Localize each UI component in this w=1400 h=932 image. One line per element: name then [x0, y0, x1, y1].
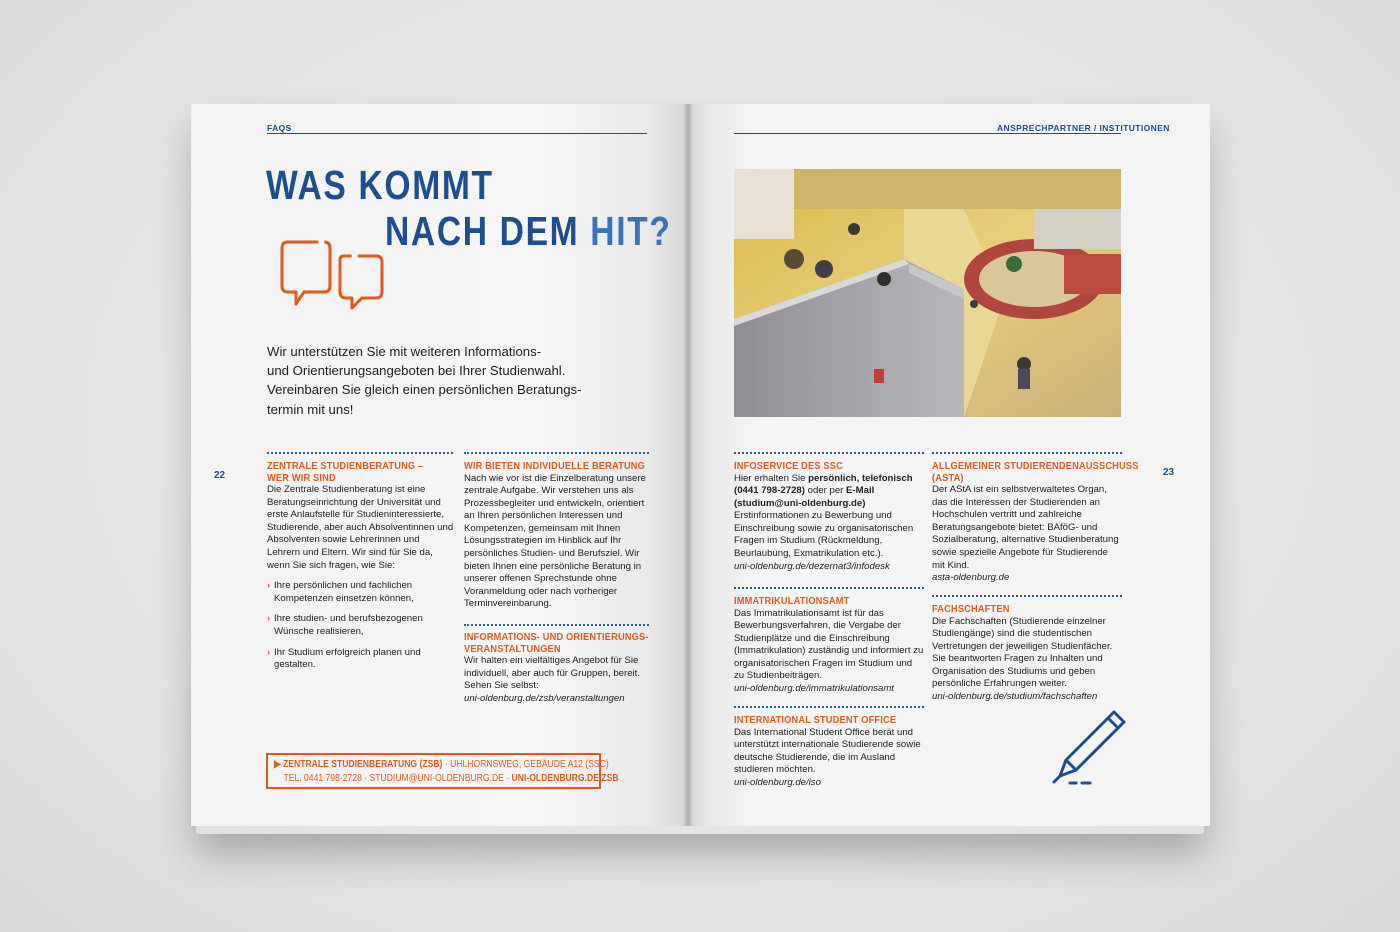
brochure-spine: [684, 104, 692, 826]
link-veranstaltungen[interactable]: uni-oldenburg.de/zsb/veranstaltungen: [464, 692, 625, 704]
section-zentrale-studienberatung: [267, 461, 455, 680]
section-heading: FACHSCHAFTEN: [932, 603, 1010, 615]
link-infodesk[interactable]: uni-oldenburg.de/dezernat3/infodesk: [734, 560, 890, 572]
section-heading: ALLGEMEINER STUDIERENDENAUSSCHUSS (ASTA): [932, 460, 1139, 484]
section-heading: INTERNATIONAL STUDENT OFFICE: [734, 714, 897, 726]
intro-line-1: Wir unterstützen Sie mit weiteren Informations-: [267, 344, 542, 359]
contact-line-2: TEL. 0441 798-2728 · STUDIUM@UNI-OLDENBURG.DE · UNI-OLDENBURG.DE/ZSB: [283, 773, 619, 784]
section-body: Hier erhalten Sie persönlich, telefonisch (0441 798-2728) oder per E-Mail (studium@uni-oldenburg.de) Erstinformationen zu Bewerbung und Einschreibung sowie zu organisatorischen Fragen im Studium (Rückmeldung, Beurlaubung, Exmatrikulation etc.).: [734, 472, 914, 560]
bullet-list: [267, 580, 455, 672]
section-body: Wir halten ein vielfältiges Angebot für Sie individuell, aber auch für Gruppen, bereit. Sehen Sie selbst:: [464, 655, 640, 692]
list-item: › Ihr Studium erfolgreich planen und gestalten.: [267, 647, 455, 672]
section-body: Das Immatrikulationsamt ist für das Bewerbungsverfahren, die Vergabe der Studienplätze und die Einschreibung (Immatrikulation) zuständig und informiert zu organisatorischen Fragen im Studium und zu Studienbeiträgen.: [734, 607, 924, 682]
link-immatrikulationsamt[interactable]: uni-oldenburg.de/immatrikulationsamt: [734, 683, 894, 695]
section-heading: INFOSERVICE DES SSC: [734, 460, 843, 472]
intro-line-4: termin mit uns!: [267, 401, 354, 417]
page-title-line1: WAS KOMMT: [266, 162, 494, 208]
library-photo: [734, 169, 1121, 417]
dotted-rule: [734, 452, 924, 454]
running-head-right: ANSPRECHPARTNER / INSTITUTIONEN: [997, 123, 1170, 133]
section-body: Die Fachschaften (Studierende einzelner Studiengänge) sind die studentischen Vertretungen der jeweiligen Studienfächer. Sie beantworten Fragen zu Inhalten und Organisation des Studiums und geben persönliche Erfahrungen weiter.: [932, 615, 1113, 690]
library-photo-image: [734, 169, 1121, 417]
page-title-line2-a: NACH DEM: [385, 208, 591, 254]
page-title-line2: [385, 208, 672, 254]
section-body: Nach wie vor ist die Einzelberatung unsere zentrale Aufgabe. Wir verstehen uns als Prozessbegleiter und entwickeln, orientiert an Ihren persönlichen Interessen und Kompetenzen, gemeinsam mit Ihnen Lösungsstrategien im Hinblick auf Ihr persönliches Studien- und Berufsziel. Wir bieten Ihnen eine persönliche Beratung in unserer offenen Sprechstunde ohne Voranmeldung oder nach vorheriger Terminvereinbarung.: [464, 472, 646, 610]
section-veranstaltungen: [464, 632, 649, 705]
dotted-rule: [932, 595, 1122, 597]
page-number-left: 22: [214, 470, 226, 481]
dotted-rule: [734, 706, 924, 708]
header-rule-left: [267, 133, 647, 134]
intro-line-3: Vereinbaren Sie gleich einen persönlichen Beratungs-: [267, 382, 582, 398]
list-item: › Ihre studien- und berufsbezogenen Wünsche realisieren,: [267, 613, 455, 638]
dotted-rule: [464, 624, 649, 626]
list-item: › Ihre persönlichen und fachlichen Kompetenzen einsetzen können,: [267, 580, 455, 605]
link-asta[interactable]: asta-oldenburg.de: [932, 572, 1010, 584]
section-asta: [932, 460, 1139, 585]
section-immatrikulationsamt: [734, 596, 924, 696]
link-iso[interactable]: uni-oldenburg.de/iso: [734, 776, 821, 788]
link-fachschaften[interactable]: uni-oldenburg.de/studium/fachschaften: [932, 691, 1098, 703]
section-heading: INFORMATIONS- UND ORIENTIERUNGS- VERANSTALTUNGEN: [464, 631, 649, 655]
dotted-rule: [932, 452, 1122, 454]
pencil-icon: [1046, 706, 1130, 790]
section-fachschaften: [932, 604, 1122, 704]
section-heading: ZENTRALE STUDIENBERATUNG – WER WIR SIND: [267, 460, 424, 484]
contact-line-1: ▶ ZENTRALE STUDIENBERATUNG (ZSB) · UHLHORNSWEG, GEBÄUDE A12 (SSC): [274, 759, 609, 770]
speech-bubbles-icon: [276, 238, 388, 310]
header-rule-right: [734, 133, 1121, 134]
section-body: Das International Student Office berät und unterstützt internationale Studierende sowie deutsche Studierende, die im Ausland studieren möchten.: [734, 726, 921, 776]
section-individuelle-beratung: [464, 461, 649, 611]
intro-text: [267, 342, 597, 419]
section-body: Die Zentrale Studienberatung ist eine Beratungseinrichtung der Universität und erste Anlaufstelle für Studieninteressierte, Studierende, aber auch Absolventinnen und Absolventen sowie Lehrerinnen und Lehrern und Eltern. Wir sind für Sie da, wenn Sie sich fragen, wie Sie:: [267, 484, 454, 571]
page-title-line2-b: HIT?: [590, 208, 672, 254]
running-head-left: FAQS: [267, 123, 292, 133]
page-number-right: 23: [1163, 467, 1175, 478]
dotted-rule: [734, 587, 924, 589]
section-heading: WIR BIETEN INDIVIDUELLE BERATUNG: [464, 460, 646, 472]
contact-box: [266, 753, 619, 789]
dotted-rule: [267, 452, 453, 454]
dotted-rule: [464, 452, 649, 454]
section-body: Der AStA ist ein selbstverwaltetes Organ, das die Interessen der Studierenden an Hochschulen vertritt und zahlreiche Beratungsangebote bietet: BAföG- und Sozialberatung, alternative Studienberatung sowie spezielle Angebote für Studierende mit Kind.: [932, 484, 1119, 571]
section-infoservice: [734, 461, 924, 573]
intro-line-2: und Orientierungsangeboten bei Ihrer Studienwahl.: [267, 363, 566, 379]
section-international-student-office: [734, 715, 924, 789]
play-arrow-icon: ▶: [274, 759, 284, 770]
section-heading: IMMATRIKULATIONSAMT: [734, 595, 850, 607]
